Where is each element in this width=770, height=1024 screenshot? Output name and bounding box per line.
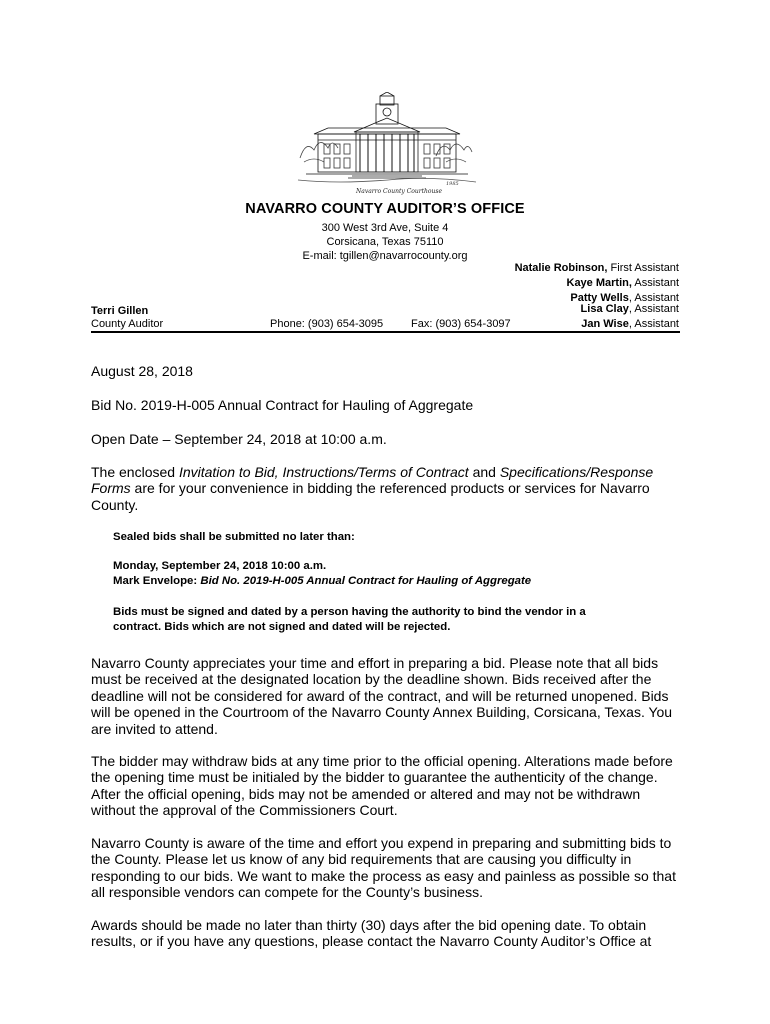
staff-name: Patty Wells — [570, 292, 629, 304]
email-line: E-mail: tgillen@navarrocounty.org — [302, 250, 468, 262]
staff-line — [581, 303, 679, 315]
letter-date: August 28, 2018 — [91, 363, 193, 379]
staff-name: Jan Wise — [581, 318, 629, 330]
address-line-2: Corsicana, Texas 75110 — [326, 236, 444, 248]
intro-paragraph — [91, 464, 681, 513]
staff-role: , Assistant — [628, 292, 679, 304]
staff-line — [567, 277, 680, 289]
sealed-heading: Sealed bids shall be submitted no later than: — [113, 531, 355, 543]
staff-role: First Assistant — [607, 262, 679, 274]
intro-line-1: The enclosed Invitation to Bid, Instructions/Terms of Contract and Specifications/Response — [91, 464, 654, 480]
staff-line — [581, 318, 679, 330]
staff-role: , Assistant — [628, 303, 679, 315]
staff-name: Kaye Martin, — [566, 277, 632, 289]
paragraph-withdrawal: The bidder may withdraw bids at any time prior to the official opening. Alterations made before the opening time must be initialed by the bidder to guarantee the authenticity of the change. After the official opening, bids may not be amended or altered and may not be withdrawn without the approval of the Commissioners Court. — [91, 753, 673, 819]
envelope-line: Mark Envelope: Bid No. 2019-H-005 Annual Contract for Hauling of Aggregate — [113, 575, 532, 587]
phone-number: Phone: (903) 654-3095 — [270, 318, 384, 330]
open-date: Open Date – September 24, 2018 at 10:00 a.m. — [91, 431, 387, 447]
svg-text:Navarro County Courthouse: Navarro County Courthouse — [356, 188, 443, 195]
header-divider — [91, 331, 680, 333]
signature-requirement: Bids must be signed and dated by a person having the authority to bind the vendor in a contract. Bids which are not signed and dated will be rejected. — [113, 606, 586, 633]
intro-line-3: County. — [91, 496, 139, 513]
auditor-name: Terri Gillen — [91, 305, 149, 317]
paragraph-awards: Awards should be made no later than thirty (30) days after the bid opening date. To obtain results, or if you have any questions, please contact the Navarro County Auditor’s Office at — [91, 917, 652, 950]
bid-number: Bid No. 2019-H-005 Annual Contract for Hauling of Aggregate — [91, 397, 474, 413]
staff-name: Natalie Robinson, — [514, 262, 608, 274]
paragraph-receipt: Navarro County appreciates your time and effort in preparing a bid. Please note that all bids must be received at the designated location by the deadline shown. Bids received after the deadline will not be considered for award of the contract, and will be returned unopened. Bids will be opened in the Courtroom of the Navarro County Annex Building, Corsicana, Texas. You are invited to attend. — [91, 655, 673, 737]
courthouse-illustration — [296, 92, 478, 198]
staff-line — [515, 262, 679, 274]
paragraph-feedback: Navarro County is aware of the time and effort you expend in preparing and submitting bids to the County. Please let us know of any bid requirements that are causing you difficulty in responding to our bids. We want to make the process as easy and painless as possible so that all responsible vendors can compete for the County’s business. — [91, 835, 676, 901]
svg-text:1985: 1985 — [446, 181, 459, 187]
deadline-line: Monday, September 24, 2018 10:00 a.m. — [113, 560, 327, 572]
address-line-1: 300 West 3rd Ave, Suite 4 — [321, 222, 449, 234]
staff-role: , Assistant — [628, 318, 679, 330]
staff-role: Assistant — [631, 277, 679, 289]
office-title: NAVARRO COUNTY AUDITOR’S OFFICE — [245, 201, 525, 217]
fax-number: Fax: (903) 654-3097 — [411, 318, 511, 330]
intro-line-2: Forms are for your convenience in bidding the referenced products or services for Navarro — [91, 480, 650, 497]
staff-name: Lisa Clay — [580, 303, 629, 315]
auditor-title: County Auditor — [91, 318, 164, 330]
